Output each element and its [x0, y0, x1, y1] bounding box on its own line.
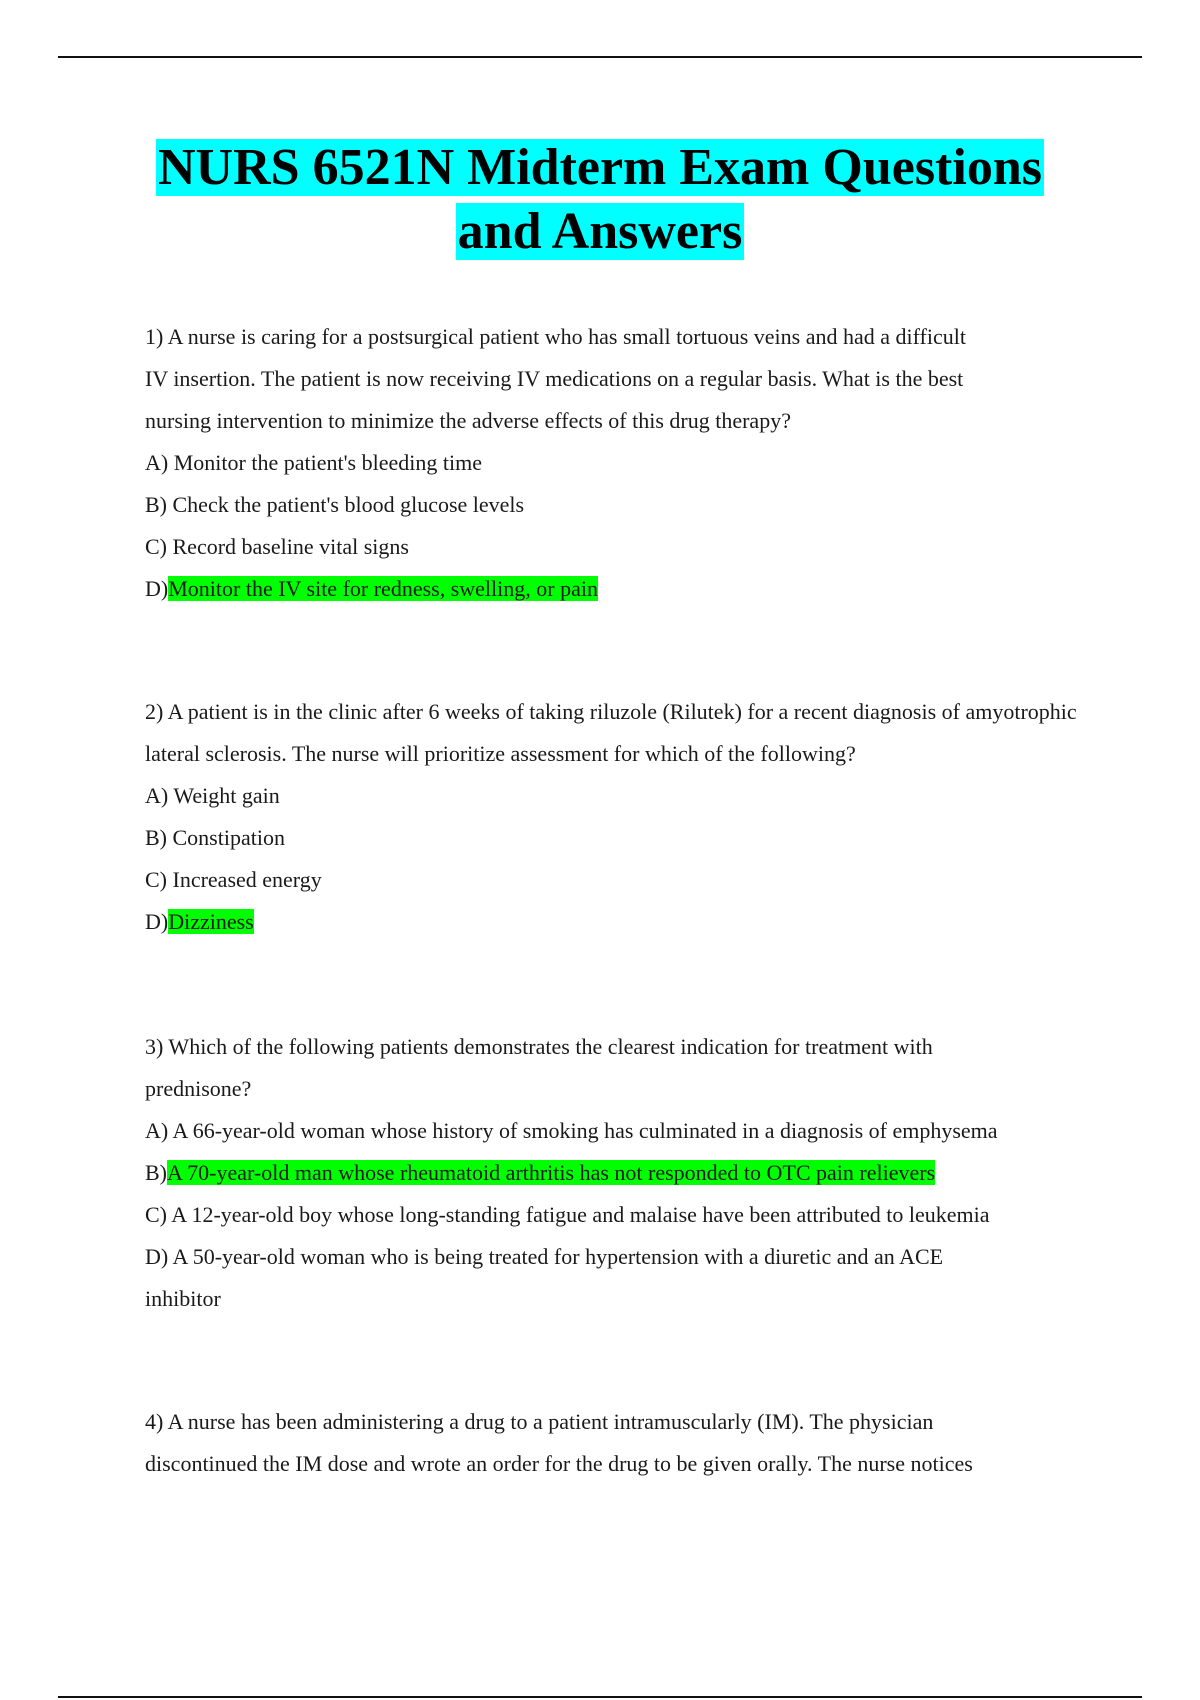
question-1-option-a	[145, 442, 1095, 484]
title-line-1: NURS 6521N Midterm Exam Questions	[158, 139, 1042, 196]
question-2-option-c	[145, 859, 1095, 901]
option-letter: A)	[145, 783, 169, 808]
question-3-option-a	[145, 1110, 1095, 1152]
question-3-option-d	[145, 1236, 995, 1320]
option-letter: D)	[145, 909, 169, 934]
question-2-option-a	[145, 775, 1095, 817]
question-4-text: 4) A nurse has been administering a drug to a patient intramuscularly (IM). The physician discontinued the IM dose and wrote an order for the drug to be given orally. The nurse notices	[145, 1409, 973, 1476]
option-letter: B)	[145, 492, 167, 517]
option-letter: B)	[145, 825, 167, 850]
question-2-option-b	[145, 817, 1095, 859]
question-1-option-c	[145, 526, 1095, 568]
option-text: A 12-year-old boy whose long-standing fatigue and malaise have been attributed to leukemia	[171, 1202, 990, 1227]
option-text: Constipation	[172, 825, 285, 850]
option-text: A 66-year-old woman whose history of smoking has culminated in a diagnosis of emphysema	[172, 1118, 998, 1143]
option-letter: C)	[145, 534, 167, 559]
option-letter: C)	[145, 1202, 167, 1227]
question-1	[145, 316, 1095, 610]
question-3-option-b	[145, 1152, 1095, 1194]
question-2-text: 2) A patient is in the clinic after 6 weeks of taking riluzole (Rilutek) for a recent diagnosis of amyotrophic lateral sclerosis. The nurse will prioritize assessment for which of the following?	[145, 699, 1077, 766]
correct-answer-highlight: Dizziness	[168, 909, 254, 934]
option-letter: D)	[145, 576, 169, 601]
option-text: Weight gain	[173, 783, 280, 808]
question-3-text: 3) Which of the following patients demonstrates the clearest indication for treatment with prednisone?	[145, 1034, 933, 1101]
option-letter: D)	[145, 1244, 169, 1269]
question-3-option-c	[145, 1194, 1095, 1236]
option-letter: C)	[145, 867, 167, 892]
option-text: Record baseline vital signs	[172, 534, 409, 559]
option-letter: A)	[145, 1118, 169, 1143]
title-line-2: and Answers	[457, 203, 743, 260]
document-title	[0, 136, 1200, 264]
bottom-rule	[58, 1696, 1142, 1698]
correct-answer-highlight: A 70-year-old man whose rheumatoid arthritis has not responded to OTC pain relievers	[167, 1160, 936, 1185]
option-text: Increased energy	[172, 867, 322, 892]
option-text: Monitor the patient's bleeding time	[173, 450, 482, 475]
question-1-option-b	[145, 484, 1095, 526]
question-3	[145, 1026, 1095, 1320]
question-1-option-d	[145, 568, 1095, 610]
question-4	[145, 1401, 1095, 1485]
option-letter: A)	[145, 450, 169, 475]
correct-answer-highlight: Monitor the IV site for redness, swelling, or pain	[168, 576, 598, 601]
option-text: A 50-year-old woman who is being treated for hypertension with a diuretic and an ACE inhibitor	[145, 1244, 944, 1311]
option-letter: B)	[145, 1160, 167, 1185]
question-1-text: 1) A nurse is caring for a postsurgical patient who has small tortuous veins and had a difficult IV insertion. The patient is now receiving IV medications on a regular basis. What is the best nursing intervention to minimize the adverse effects of this drug therapy?	[145, 324, 966, 433]
question-2-option-d	[145, 901, 1095, 943]
option-text: Check the patient's blood glucose levels	[172, 492, 525, 517]
question-2	[145, 691, 1095, 943]
top-rule	[58, 56, 1142, 58]
